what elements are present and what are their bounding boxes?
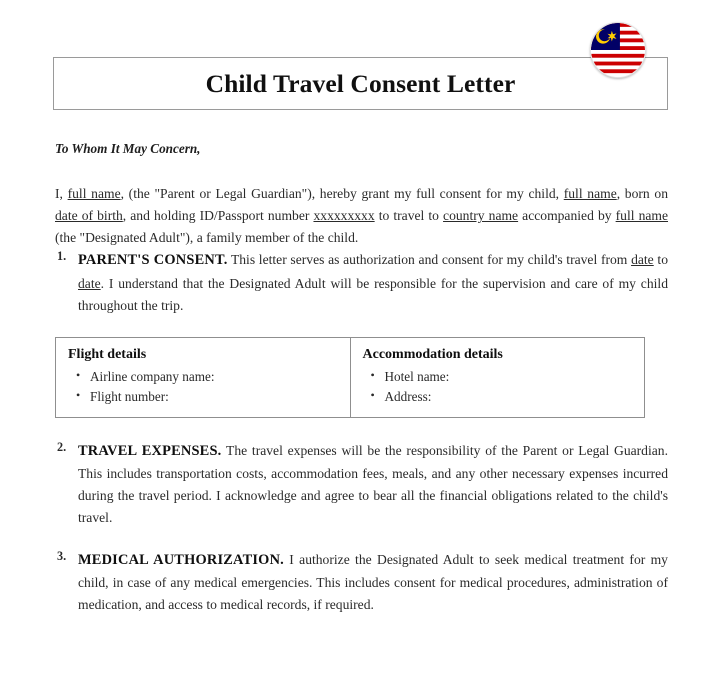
- placeholder-travel-start-date: date: [631, 252, 654, 268]
- clause-travel-expenses: [55, 440, 668, 529]
- intro-text-6: accompanied by: [518, 208, 616, 224]
- placeholder-designated-adult-name: full name: [615, 208, 669, 224]
- intro-text-2: , (the "Parent or Legal Guardian"), hereby grant my full consent for my child,: [120, 186, 564, 202]
- list-item: • Address:: [385, 387, 635, 407]
- accommodation-details-cell: [350, 337, 645, 417]
- table-row: [56, 337, 645, 417]
- intro-text-7: (the "Designated Adult"), a family member of the child.: [55, 230, 359, 246]
- clause-number-2: 2.: [57, 439, 67, 454]
- clause-3-body: I authorize the Designated Adult to seek medical treatment for my child, in case of any medical emergencies. This includes consent for medical procedures, administration of medication, and access to medical records, if required.: [78, 552, 668, 613]
- accommodation-details-header: Accommodation details: [362, 346, 503, 362]
- clause-2-body: The travel expenses will be the responsibility of the Parent or Legal Guardian. This includes transportation costs, accommodation fees, meals, and any other necessary expenses incurred during the travel period. I acknowledge and agree to bear all the financial obligations related to the child's travel.: [78, 442, 668, 526]
- clause-number-3: 3.: [57, 549, 67, 564]
- salutation: To Whom It May Concern,: [55, 141, 201, 156]
- clause-text-1: [78, 249, 668, 316]
- clause-heading-1: PARENT'S CONSENT.: [78, 252, 228, 269]
- flight-details-cell: [56, 337, 351, 417]
- placeholder-passport-number: xxxxxxxxx: [313, 208, 375, 224]
- title-box: [53, 57, 668, 110]
- malaysia-flag-icon: [590, 22, 646, 78]
- document-body: [55, 140, 668, 636]
- placeholder-travel-end-date: date: [78, 275, 101, 291]
- list-item: • Flight number:: [90, 387, 340, 407]
- flight-details-header: Flight details: [68, 346, 147, 362]
- list-item: • Airline company name:: [90, 367, 340, 387]
- flight-details-list: [68, 367, 340, 408]
- clause-number-1: 1.: [57, 249, 67, 264]
- clause-medical-authorization: [55, 549, 668, 616]
- clause-1-body-after: . I understand that the Designated Adult will be responsible for the supervision and care of my child throughout the trip.: [78, 275, 668, 313]
- clause-parents-consent: [55, 249, 668, 316]
- intro-text-4: , and holding ID/Passport number: [122, 208, 314, 224]
- page-title: Child Travel Consent Letter: [205, 68, 516, 98]
- placeholder-parent-full-name: full name: [67, 186, 121, 202]
- clause-heading-3: MEDICAL AUTHORIZATION.: [78, 552, 284, 569]
- intro-paragraph: [55, 183, 668, 249]
- placeholder-date-of-birth: date of birth: [55, 208, 123, 224]
- clause-1-body-middle: to: [653, 252, 668, 268]
- placeholder-child-full-name: full name: [563, 186, 617, 202]
- accommodation-details-list: [363, 367, 635, 408]
- intro-text-5: to travel to: [374, 208, 444, 224]
- clause-1-body-before: This letter serves as authorization and consent for my child's travel from: [227, 252, 632, 268]
- clause-heading-2: TRAVEL EXPENSES.: [78, 442, 222, 459]
- title-block: [53, 57, 668, 110]
- travel-details-table: [55, 337, 645, 418]
- list-item: • Hotel name:: [385, 367, 635, 387]
- clause-text-2: [78, 440, 668, 529]
- placeholder-country-name: country name: [443, 208, 519, 224]
- intro-text-3: , born on: [616, 186, 669, 202]
- intro-text-1: I,: [55, 186, 68, 202]
- clause-text-3: [78, 549, 668, 616]
